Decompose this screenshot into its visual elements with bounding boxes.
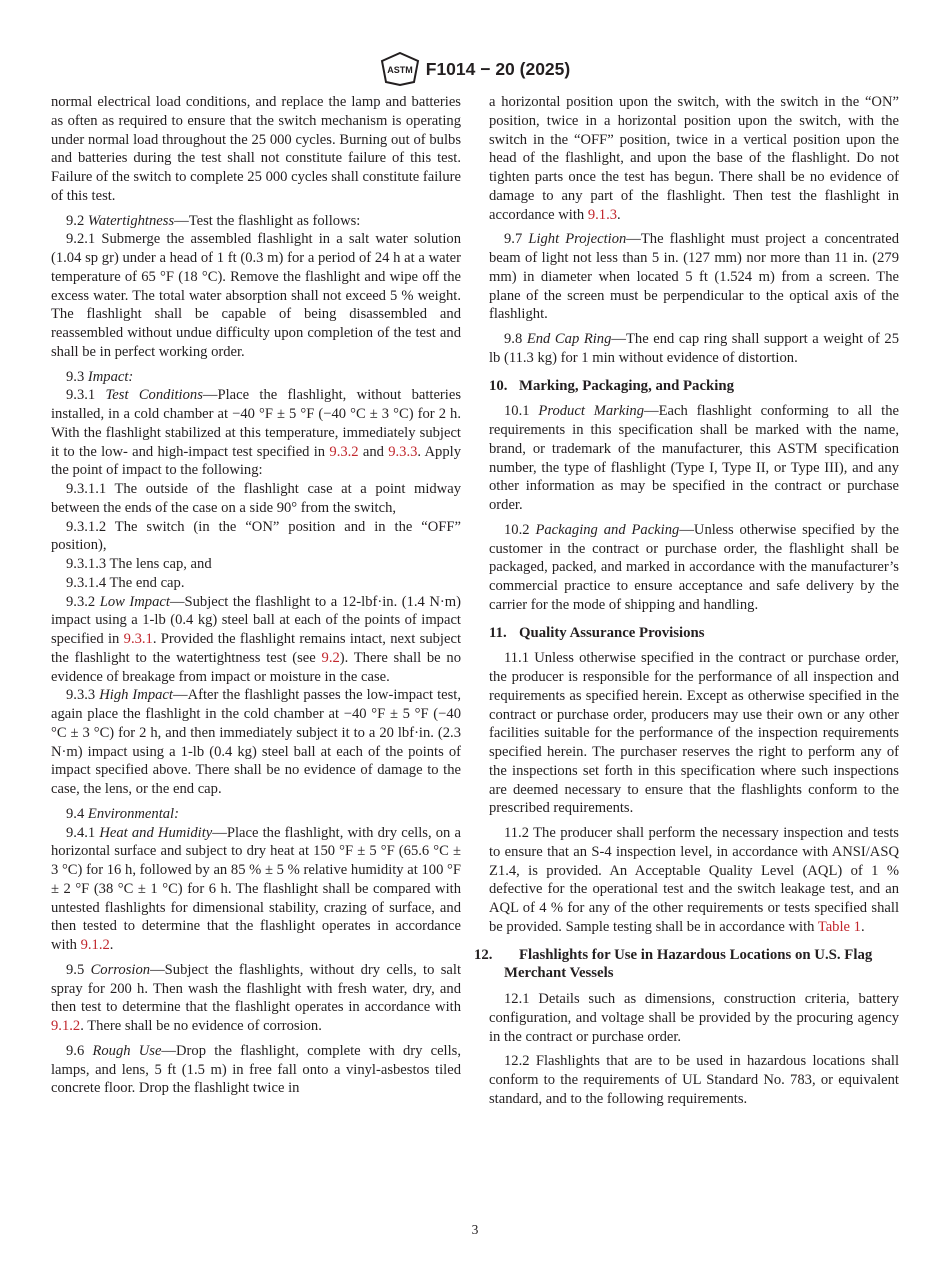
- xref-9-2[interactable]: 9.2: [321, 649, 340, 666]
- document-id: F1014 − 20 (2025): [425, 58, 571, 79]
- left-column: [51, 93, 461, 1098]
- xref-9-3-3[interactable]: 9.3.3: [388, 443, 418, 460]
- astm-logo: [380, 52, 420, 86]
- paragraph-9-3-1-4: 9.3.1.4 The end cap.: [66, 574, 185, 591]
- paragraph-9-3-1-3: 9.3.1.3 The lens cap, and: [66, 556, 212, 572]
- section-heading-11: 11. Quality Assurance Provisions: [489, 624, 705, 641]
- page-header: [0, 52, 950, 86]
- section-heading-12: 12. Flashlights for Use in Hazardous Locations on U.S. Flag Merchant Vessels: [474, 946, 873, 982]
- paragraph-9-6: 9.6 Rough Use—Drop the flashlight, complete with dry cells, lamps, and lens, 5 ft (1.5 m) in free fall onto a vinyl-asbestos tiled concrete floor. Drop the flashlight twice in: [51, 1042, 461, 1097]
- xref-9-1-2[interactable]: 9.1.2: [51, 1018, 81, 1034]
- paragraph-10-1: 10.1 Product Marking—Each flashlight conforming to all the requirements in this specification shall be marked with the name, brand, or trademark of the manufacturer, this ASTM specification number, the type of flashlight (Type I, Type II, or Type III), and any other information as may be specified in the contract or purchase order.: [489, 403, 899, 513]
- astm-logo-text: ASTM: [387, 65, 413, 75]
- paragraph-9-4-1: 9.4.1 Heat and Humidity—Place the flashlight, with dry cells, on a horizontal surface and subject to dry heat at 150 °F ± 5 °F (65.6 °C ± 3 °C) for 16 h, followed by an 85 % ± 5 % relative humidity at 100 °F ± 2 °F (38 °C ± 1 °C) for 6 h. The flashlight shall be compared with untested flashlights for dimensional stability, crazing of surface, and then tested to determine that the flashlight operates in accordance with 9.1.2.: [51, 824, 461, 953]
- paragraph-9-3-1-2: 9.3.1.2 The switch (in the “ON” position and in the “OFF” position),: [51, 518, 461, 554]
- paragraph-10-2: 10.2 Packaging and Packing—Unless otherwise specified by the customer in the contract or purchase order, the flashlight shall be packaged, packed, and marked in accordance with the manufacturer’s commercial practice to ensure acceptance and safe delivery by the carrier for the mode of shipping and handling.: [489, 521, 899, 613]
- paragraph-12-1: 12.1 Details such as dimensions, construction criteria, battery configuration, and voltage shall be provided by the procuring agency in the contract or purchase order.: [489, 991, 899, 1045]
- xref-9-1-2[interactable]: 9.1.2: [80, 937, 110, 953]
- paragraph-9-3-1-1: 9.3.1.1 The outside of the flashlight case at a point midway between the ends of the case on a side 90° from the switch,: [51, 481, 461, 516]
- section-heading-10: 10. Marking, Packaging, and Packing: [489, 377, 734, 394]
- xref-9-1-3[interactable]: 9.1.3: [587, 206, 618, 223]
- xref-9-3-1[interactable]: 9.3.1: [123, 631, 153, 647]
- paragraph-9-4: 9.4 Environmental:: [66, 805, 179, 822]
- paragraph-9-2-1: 9.2.1 Submerge the assembled flashlight in a salt water solution (1.04 sp gr) under a head of 1 ft (0.3 m) for a period of 24 h at a water temperature of 65 °F (18 °C). Remove the flashlight and wipe off the excess water. The total water absorption shall not exceed 5 % weight. The flashlight shall be capable of being disassembled and reassembled without undue difficulty upon completion of the test and shall be in perfect working order.: [51, 231, 461, 360]
- xref-table-1[interactable]: Table 1: [817, 918, 861, 935]
- page-number: 3: [471, 1222, 479, 1237]
- paragraph-9-3-2: 9.3.2 Low Impact—Subject the flashlight to a 12-lbf·in. (1.4 N·m) impact using a 1-lb (0.4 kg) steel ball at each of the points of impact specified in 9.3.1. Provided the flashlight remains intact, next subject the flashlight to the watertightness test (see 9.2). There shall be no evidence of breakage from impact or moisture in the case.: [51, 593, 462, 685]
- paragraph-9-7: 9.7 Light Projection—The flashlight must project a concentrated beam of light not less than 5 in. (127 mm) nor more than 11 in. (279 mm) in diameter when located 5 ft (1.524 m) from a screen. The plane of the screen must be perpendicular to the optical axis of the flashlight.: [489, 231, 899, 323]
- paragraph-9-5: 9.5 Corrosion—Subject the flashlights, without dry cells, to salt spray for 200 h. Then wash the flashlight with fresh water, dry, and then test to determine that the flashlight operates in accordance with 9.1.2. There shall be no evidence of corrosion.: [51, 961, 461, 1034]
- paragraph-9-3-3: 9.3.3 High Impact—After the flashlight passes the low-impact test, again place the flashlight in the cold chamber at −40 °F ± 5 °F (−40 °C ± 3 °C) for 2 h, and then immediately subject it to a 20 lbf·in. (2.3 N·m) impact using a 1-lb (0.4 kg) steel ball at each of the points of impact specified above. There shall be no evidence of damage to the case, the lens, or the end cap.: [51, 687, 461, 797]
- xref-9-3-2[interactable]: 9.3.2: [329, 443, 359, 460]
- right-column: [474, 93, 899, 1109]
- paragraph-9-6-continued: a horizontal position upon the switch, with the switch in the “ON” position, twice in a horizontal position upon the switch, with the switch in the “OFF” position, twice in a vertical position upon the head of the flashlight, and upon the base of the flashlight. Do not tighten parts once the test has begun. There shall be no evidence of damage to any part of the flashlight. Then test the flashlight in accordance with 9.1.3.: [489, 94, 899, 223]
- paragraph-11-1: 11.1 Unless otherwise specified in the contract or purchase order, the producer is responsible for the performance of all inspection and requirements as specified herein. Except as otherwise specified in the contract or purchase order, producers may use their own or any other facilities suitable for the performance of the inspection requirements specified herein. The purchaser reserves the right to perform any of the inspections set forth in this specification where such inspections are deemed necessary to ensure that the flashlights conform to the prescribed requirements.: [489, 650, 899, 817]
- paragraph-9-3: 9.3 Impact:: [66, 368, 134, 385]
- paragraph-11-2: 11.2 The producer shall perform the necessary inspection and tests to ensure that an S-4 inspection level, in accordance with ANSI/ASQ Z1.4, is provided. An Acceptable Quality Level (AQL) of 1 % defective for the operational test and the switch leakage test, and an AQL of 4 % for any of the other requirements or tests specified shall be provided. Sample testing shall be in accordance with Table 1.: [489, 825, 899, 935]
- paragraph-9-2: 9.2 Watertightness—Test the flashlight as follows:: [66, 212, 361, 229]
- paragraph-9-3-1: 9.3.1 Test Conditions—Place the flashlight, without batteries installed, in a cold chamber at −40 °F ± 5 °F (−40 °C ± 3 °C) for 2 h. With the flashlight stabilized at this temperature, immediately subject it to the low- and high-impact test specified in 9.3.2 and 9.3.3. Apply the point of impact to the following:: [51, 387, 461, 479]
- paragraph-12-2: 12.2 Flashlights that are to be used in hazardous locations shall conform to the requirements of UL Standard No. 783, or equivalent standard, and to the following requirements.: [489, 1053, 899, 1107]
- paragraph-9-1-continued: normal electrical load conditions, and replace the lamp and batteries as often as required to ensure that the switch mechanism is operating under normal load throughout the 25 000 cycles. Burning out of bulbs and batteries during the test shall not constitute failure of this test. Failure of the switch to complete 25 000 cycles shall constitute failure of this test.: [51, 94, 461, 204]
- paragraph-9-8: 9.8 End Cap Ring—The end cap ring shall support a weight of 25 lb (11.3 kg) for 1 min without evidence of distortion.: [489, 331, 899, 366]
